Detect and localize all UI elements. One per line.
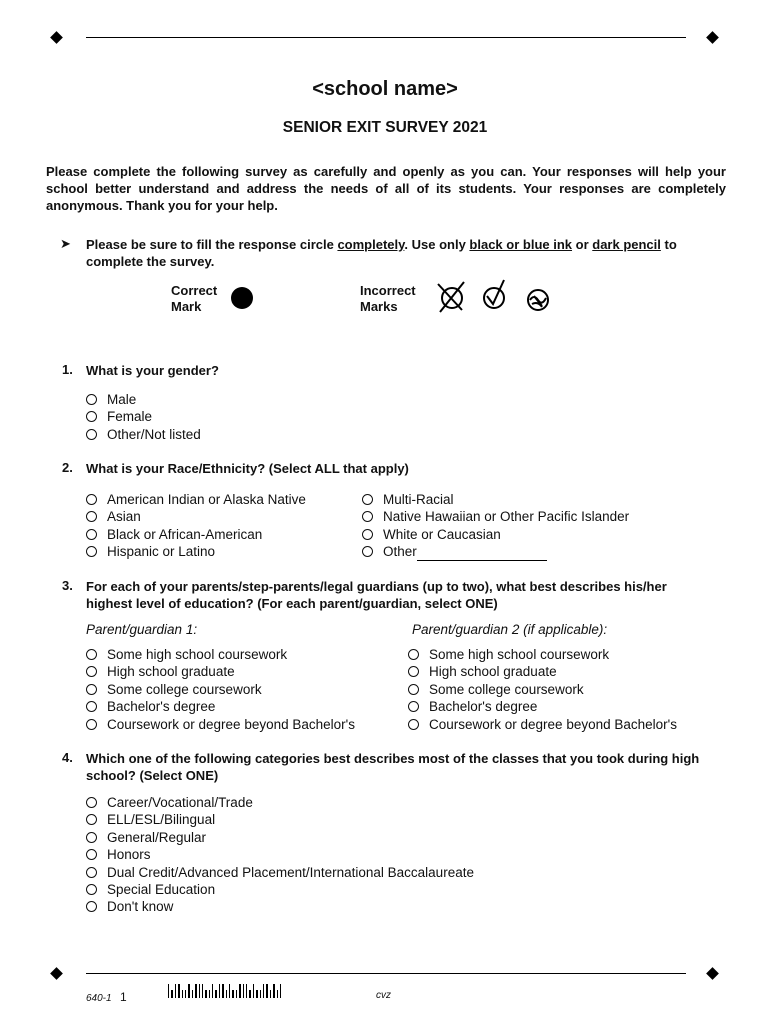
q3-p1-option[interactable]: Some college coursework (86, 681, 355, 698)
q2-option[interactable]: American Indian or Alaska Native (86, 491, 306, 508)
q3-p2-option[interactable]: Bachelor's degree (408, 698, 677, 715)
response-circle[interactable] (86, 797, 97, 808)
filled-circle-icon (231, 287, 253, 309)
response-circle[interactable] (86, 529, 97, 540)
barcode-bar (263, 984, 264, 998)
x-mark-icon (438, 282, 464, 312)
q3-p1-option[interactable]: Bachelor's degree (86, 698, 355, 715)
response-circle[interactable] (86, 411, 97, 422)
barcode-bar (168, 984, 169, 998)
response-circle[interactable] (362, 546, 373, 557)
barcode-bar (236, 990, 237, 998)
q3-p2-option[interactable]: Some college coursework (408, 681, 677, 698)
instr-ink: black or blue ink (469, 237, 573, 252)
intro-paragraph: Please complete the following survey as carefully and openly as you can. Your responses will help your school better understand and address the needs of all of its students. Your responses are completely anonymous. Thank you for your help. (46, 164, 726, 213)
q2-option[interactable]: Black or African-American (86, 526, 306, 543)
registration-mark-top-right (706, 31, 719, 44)
response-circle[interactable] (86, 719, 97, 730)
q2-text: What is your Race/Ethnicity? (Select ALL that apply) (86, 461, 409, 476)
q2-option[interactable]: Asian (86, 508, 306, 525)
response-circle[interactable] (408, 649, 419, 660)
response-circle[interactable] (408, 701, 419, 712)
q1-text: What is your gender? (86, 363, 219, 378)
response-circle[interactable] (86, 511, 97, 522)
top-rule (86, 37, 686, 38)
barcode-bar (232, 990, 233, 998)
instr-part2: . Use only (404, 237, 470, 252)
survey-title: SENIOR EXIT SURVEY 2021 (282, 119, 488, 136)
barcode-bar (266, 984, 267, 998)
parent2-label: Parent/guardian 2 (if applicable): (412, 622, 608, 637)
response-circle[interactable] (86, 394, 97, 405)
barcode-bar (185, 990, 186, 998)
registration-mark-bottom-left (50, 967, 63, 980)
bottom-rule (86, 973, 686, 974)
incorrect-line2: Marks (360, 299, 398, 314)
q4-number: 4. (62, 750, 73, 765)
response-circle[interactable] (86, 867, 97, 878)
barcode-bar (222, 984, 223, 998)
other-write-in-line[interactable] (417, 548, 547, 561)
q2-options-col2 (362, 491, 629, 561)
registration-mark-top-left (50, 31, 63, 44)
barcode-bar (270, 990, 271, 998)
q4-text: Which one of the following categories best describes most of the classes that you took during high school? (Select ONE) (86, 751, 700, 783)
q3-p1-option[interactable]: Coursework or degree beyond Bachelor's (86, 716, 355, 733)
barcode-bar (178, 984, 179, 998)
barcode-bar (277, 990, 278, 998)
q3-parent1-options (86, 646, 355, 733)
instr-part1: Please be sure to fill the response circle (86, 237, 338, 252)
response-circle[interactable] (86, 666, 97, 677)
barcode-bar (205, 990, 206, 998)
parent1-label: Parent/guardian 1: (86, 622, 198, 637)
incorrect-marks-icons (432, 276, 557, 316)
instr-part3: or (572, 237, 593, 252)
response-circle[interactable] (86, 494, 97, 505)
check-mark-icon (484, 280, 504, 308)
barcode-bar (243, 984, 244, 998)
q3-p1-option[interactable]: Some high school coursework (86, 646, 355, 663)
barcode-bar (239, 984, 240, 998)
q3-text: For each of your parents/step-parents/legal guardians (up to two), what best describes his/her highest level of education? (For each parent/guardian, select ONE) (86, 579, 667, 611)
response-circle[interactable] (86, 701, 97, 712)
incorrect-marks-label (360, 283, 416, 315)
q2-option[interactable]: Multi-Racial (362, 491, 629, 508)
response-circle[interactable] (86, 884, 97, 895)
instr-part4: to complete the survey. (86, 237, 677, 269)
response-circle[interactable] (408, 666, 419, 677)
response-circle[interactable] (408, 684, 419, 695)
q4-option[interactable]: ELL/ESL/Bilingual (86, 811, 474, 828)
q3-p2-option[interactable]: Coursework or degree beyond Bachelor's (408, 716, 677, 733)
q1-option[interactable]: Other/Not listed (86, 426, 201, 443)
q4-option[interactable]: Career/Vocational/Trade (86, 794, 474, 811)
barcode-bar (226, 990, 227, 998)
barcode-bar (215, 990, 216, 998)
q3-number: 3. (62, 578, 73, 593)
form-code: 640-1 (86, 993, 112, 1004)
instr-completely: completely (337, 237, 405, 252)
q2-options-col1 (86, 491, 306, 561)
q4-option[interactable]: Honors (86, 846, 474, 863)
barcode-bar (219, 984, 220, 998)
correct-line2: Mark (171, 299, 202, 314)
barcode-bar (260, 990, 261, 998)
scribble-mark-icon (528, 290, 548, 310)
barcode-bar (253, 984, 254, 998)
barcode-bar (273, 984, 274, 998)
page-number: 1 (120, 990, 127, 1004)
barcode-bar (188, 984, 189, 998)
q3-parent2-options (408, 646, 677, 733)
arrow-bullet-icon: ➤ (60, 236, 71, 251)
response-circle[interactable] (86, 429, 97, 440)
q1-options (86, 391, 201, 443)
barcode-bar (246, 984, 247, 998)
school-name: <school name> (312, 78, 458, 100)
barcode-bar (199, 984, 200, 998)
q2-option[interactable]: Native Hawaiian or Other Pacific Islander (362, 508, 629, 525)
barcode-bar (192, 990, 193, 998)
barcode-bar (182, 990, 183, 998)
q2-option[interactable]: White or Caucasian (362, 526, 629, 543)
response-circle[interactable] (86, 684, 97, 695)
barcode-bar (249, 990, 250, 998)
barcode-bar (212, 984, 213, 998)
barcode-bar (195, 984, 196, 998)
response-circle[interactable] (86, 649, 97, 660)
response-circle[interactable] (86, 814, 97, 825)
q2-number: 2. (62, 460, 73, 475)
response-circle[interactable] (362, 511, 373, 522)
registration-mark-bottom-right (706, 967, 719, 980)
q4-option[interactable]: General/Regular (86, 829, 474, 846)
barcode-bar (229, 984, 230, 998)
q4-option[interactable]: Don't know (86, 898, 474, 915)
response-circle[interactable] (86, 546, 97, 557)
q3-p2-option[interactable]: Some high school coursework (408, 646, 677, 663)
incorrect-line1: Incorrect (360, 283, 416, 298)
response-circle[interactable] (362, 529, 373, 540)
response-circle[interactable] (362, 494, 373, 505)
version-code: cvz (376, 990, 391, 1001)
q3-p2-option[interactable]: High school graduate (408, 663, 677, 680)
q4-option[interactable]: Dual Credit/Advanced Placement/International Baccalaureate (86, 864, 474, 881)
response-circle[interactable] (408, 719, 419, 730)
q3-p1-option[interactable]: High school graduate (86, 663, 355, 680)
q1-option[interactable]: Female (86, 408, 201, 425)
q4-options (86, 794, 474, 916)
correct-line1: Correct (171, 283, 218, 298)
barcode-bar (280, 984, 281, 998)
barcode-bar (175, 984, 176, 998)
instr-pencil: dark pencil (592, 237, 661, 252)
q1-option[interactable]: Male (86, 391, 201, 408)
barcode-bar (202, 984, 203, 998)
footer-form-id (86, 988, 127, 1006)
q2-option[interactable]: Hispanic or Latino (86, 543, 306, 560)
response-circle[interactable] (86, 849, 97, 860)
response-circle[interactable] (86, 832, 97, 843)
correct-mark-label (171, 283, 217, 315)
barcode-bar (256, 990, 257, 998)
instructions (86, 236, 726, 270)
barcode-icon (168, 984, 281, 998)
q1-number: 1. (62, 362, 73, 377)
q2-option-other[interactable]: Other (362, 543, 629, 560)
barcode-bar (209, 990, 210, 998)
barcode-bar (171, 990, 172, 998)
response-circle[interactable] (86, 901, 97, 912)
q4-option[interactable]: Special Education (86, 881, 474, 898)
